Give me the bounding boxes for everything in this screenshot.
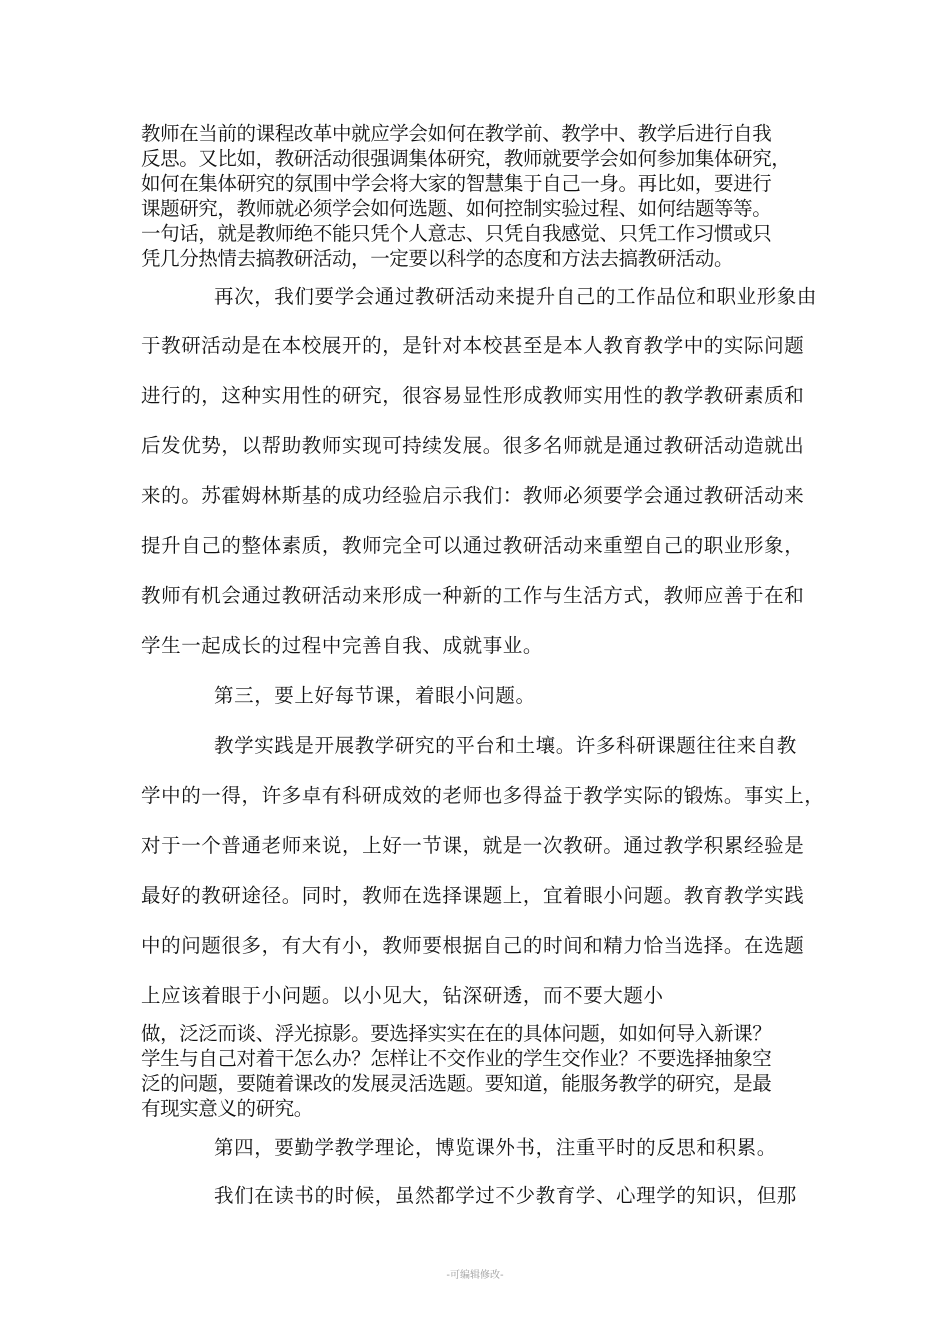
section-heading-4: 第四，要勤学教学理论，博览课外书，注重平时的反思和积累。 bbox=[214, 1136, 777, 1159]
text-line: 一句话，就是教师绝不能只凭个人意志、只凭自我感觉、只凭工作习惯或只 bbox=[141, 222, 772, 245]
text-line: 教学实践是开展教学研究的平台和土壤。许多科研课题往往来自教 bbox=[214, 734, 797, 757]
text-line: 来的。苏霍姆林斯基的成功经验启示我们：教师必须要学会通过教研活动来 bbox=[141, 484, 805, 507]
text-line: 教师在当前的课程改革中就应学会如何在教学前、教学中、教学后进行自我 bbox=[141, 122, 772, 145]
text-line: 课题研究，教师就必须学会如何选题、如何控制实验过程、如何结题等等。 bbox=[141, 197, 772, 220]
text-line: 学生与自己对着干怎么办？怎样让不交作业的学生交作业？不要选择抽象空 bbox=[141, 1047, 772, 1070]
text-line: 于教研活动是在本校展开的，是针对本校甚至是本人教育教学中的实际问题 bbox=[141, 334, 805, 357]
text-line: 后发优势，以帮助教师实现可持续发展。很多名师就是通过教研活动造就出 bbox=[141, 434, 805, 457]
section-heading-3: 第三，要上好每节课，着眼小问题。 bbox=[214, 684, 536, 707]
text-line: 凭几分热情去搞教研活动，一定要以科学的态度和方法去搞教研活动。 bbox=[141, 247, 734, 270]
text-line: 教师有机会通过教研活动来形成一种新的工作与生活方式，教师应善于在和 bbox=[141, 584, 805, 607]
text-line: 学中的一得，许多卓有科研成效的老师也多得益于教学实际的锻炼。事实上， bbox=[141, 784, 825, 807]
text-line: 做，泛泛而谈、浮光掠影。要选择实实在在的具体问题，如如何导入新课？ bbox=[141, 1022, 772, 1045]
page-footer: -可编辑修改- bbox=[446, 1270, 504, 1281]
text-line: 中的问题很多，有大有小，教师要根据自己的时间和精力恰当选择。在选题 bbox=[141, 934, 805, 957]
text-line: 我们在读书的时候，虽然都学过不少教育学、心理学的知识，但那 bbox=[214, 1184, 797, 1207]
text-line: 上应该着眼于小问题。以小见大，钻深研透，而不要大题小 bbox=[141, 984, 664, 1007]
text-line: 对于一个普通老师来说，上好一节课，就是一次教研。通过教学积累经验是 bbox=[141, 834, 805, 857]
text-line: 学生一起成长的过程中完善自我、成就事业。 bbox=[141, 634, 544, 657]
text-line: 最好的教研途径。同时，教师在选择课题上，宜着眼小问题。教育教学实践 bbox=[141, 884, 805, 907]
text-line: 提升自己的整体素质，教师完全可以通过教研活动来重塑自己的职业形象， bbox=[141, 534, 805, 557]
text-line: 反思。又比如，教研活动很强调集体研究，教师就要学会如何参加集体研究， bbox=[141, 147, 791, 170]
text-line: 如何在集体研究的氛围中学会将大家的智慧集于自己一身。再比如，要进行 bbox=[141, 172, 772, 195]
text-line: 进行的，这种实用性的研究，很容易显性形成教师实用性的教学教研素质和 bbox=[141, 384, 805, 407]
text-line: 再次，我们要学会通过教研活动来提升自己的工作品位和职业形象由 bbox=[214, 285, 818, 308]
text-line: 有现实意义的研究。 bbox=[141, 1097, 313, 1120]
text-line: 泛的问题，要随着课改的发展灵活选题。要知道，能服务教学的研究，是最 bbox=[141, 1072, 772, 1095]
